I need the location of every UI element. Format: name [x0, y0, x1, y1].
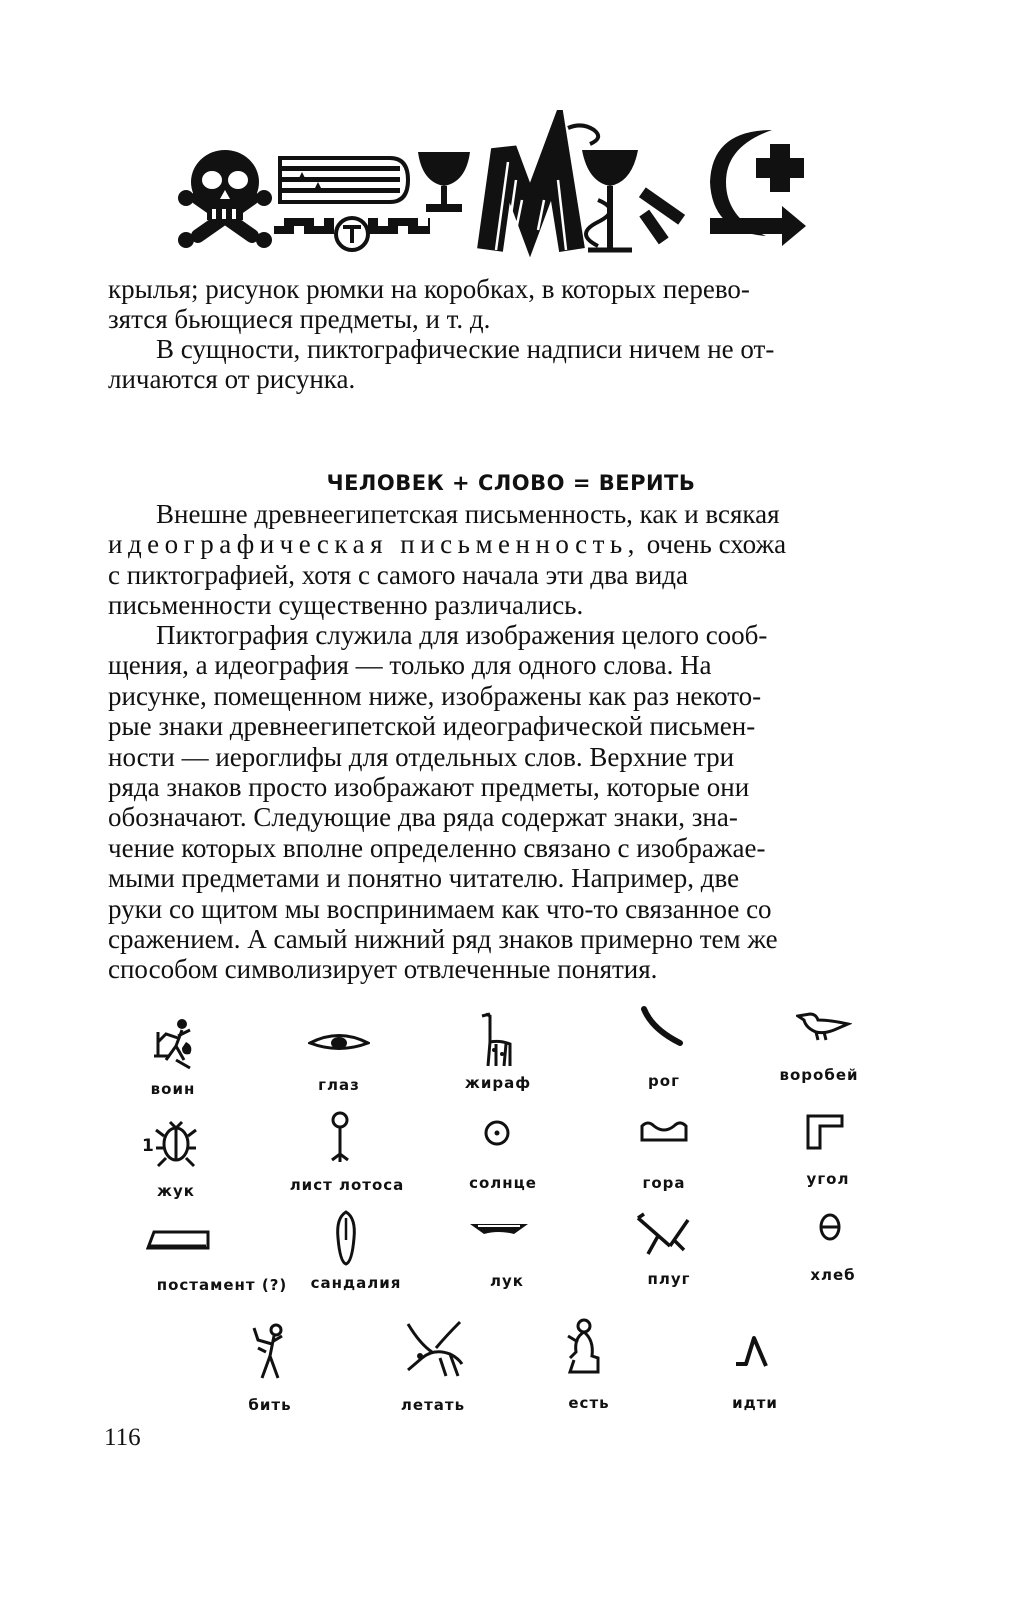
hieroglyph-caption: сандалия — [310, 1274, 402, 1292]
pedestal-glyph-icon — [146, 1228, 210, 1252]
hieroglyph-caption: есть — [568, 1394, 610, 1412]
mountain-glyph-icon — [638, 1118, 690, 1144]
egypt-paragraph — [108, 499, 914, 621]
text-fragment: очень схожа — [639, 529, 787, 560]
eye-glyph-icon — [308, 1030, 370, 1056]
hieroglyph-caption: постамент (?) — [156, 1276, 288, 1294]
beetle-glyph-icon — [154, 1118, 198, 1170]
text-line: зятся бьющиеся предметы, и т. д. — [108, 304, 491, 335]
text-line: мыми предметами и понятно читателю. Например, две — [108, 863, 740, 894]
sandal-glyph-icon — [334, 1208, 358, 1268]
corner-glyph-icon — [804, 1112, 846, 1150]
spaced-emphasis: идеографическая письменность, — [108, 529, 640, 560]
ideography-paragraph — [108, 620, 914, 985]
eat-glyph-icon — [562, 1318, 606, 1376]
text-line: руки со щитом мы воспринимаем как что-то связанное со — [108, 893, 772, 924]
hieroglyph-caption: глаз — [318, 1076, 360, 1094]
sparrow-glyph-icon — [796, 1010, 852, 1044]
bread-glyph-icon — [818, 1212, 842, 1242]
text-line: ности — иероглифы для отдельных слов. Верхние три — [108, 741, 735, 772]
figure-number: 1 — [142, 1136, 155, 1156]
text-line: личаются от рисунка. — [108, 364, 356, 395]
text-line: рисунке, помещенном ниже, изображены как раз некото- — [108, 680, 762, 711]
crescent-cross-arrow-icon — [710, 130, 806, 246]
text-line: сражением. А самый нижний ряд знаков примерно тем же — [108, 924, 778, 955]
text-line: обозначают. Следующие два ряда содержат знаки, зна- — [108, 802, 738, 833]
goblet-icon — [418, 152, 470, 212]
text-line: щения, а идеография — только для одного слова. На — [108, 650, 712, 681]
warrior-glyph-icon — [150, 1016, 198, 1074]
hieroglyph-caption: жук — [157, 1182, 195, 1200]
hieroglyph-caption: гора — [642, 1174, 686, 1192]
hieroglyph-caption: плуг — [647, 1270, 691, 1288]
hieroglyph-caption: воробей — [779, 1066, 859, 1084]
hieroglyph-caption: воин — [150, 1080, 196, 1098]
lotus-leaf-glyph-icon — [326, 1110, 354, 1168]
pictographic-paragraph — [108, 334, 914, 395]
hieroglyph-caption: идти — [732, 1394, 778, 1412]
text-line — [108, 529, 914, 559]
text-line: способом символизирует отвлеченные понятия. — [108, 954, 658, 985]
section-heading: ЧЕЛОВЕК + СЛОВО = ВЕРИТЬ — [326, 471, 696, 495]
hieroglyph-caption: солнце — [469, 1174, 537, 1192]
taxi-sign-icon — [274, 158, 430, 250]
page-number: 116 — [104, 1424, 141, 1451]
text-line: В сущности, пиктографические надписи ничем не от- — [156, 334, 775, 364]
bowl-snake-icon — [568, 125, 685, 250]
strike-glyph-icon — [250, 1322, 288, 1380]
hieroglyph-caption: хлеб — [810, 1266, 856, 1284]
hieroglyph-caption: жираф — [464, 1074, 532, 1092]
plough-glyph-icon — [634, 1210, 692, 1256]
walk-glyph-icon — [732, 1334, 772, 1370]
skull-crossbones-icon — [178, 150, 272, 248]
text-line: с пиктографией, хотя с самого начала эти два вида — [108, 559, 688, 590]
horn-glyph-icon — [640, 1005, 686, 1047]
fly-glyph-icon — [402, 1318, 468, 1380]
hieroglyph-caption: лук — [490, 1272, 524, 1290]
giraffe-glyph-icon — [478, 1010, 518, 1068]
text-line: Пиктография служила для изображения целого сооб- — [156, 620, 768, 650]
text-line: крылья; рисунок рюмки на коробках, в которых перево- — [108, 274, 750, 304]
hieroglyph-caption: угол — [806, 1170, 850, 1188]
hieroglyph-caption: лист лотоса — [289, 1176, 405, 1194]
hieroglyph-caption: бить — [248, 1396, 292, 1414]
sun-glyph-icon — [482, 1118, 512, 1148]
metro-m-icon — [490, 150, 572, 250]
text-line: рые знаки древнеегипетской идеографической письмен- — [108, 711, 756, 742]
text-line: письменности существенно различались. — [108, 590, 584, 621]
continuation-paragraph — [108, 274, 914, 335]
hieroglyph-caption: рог — [648, 1072, 680, 1090]
bow-glyph-icon — [468, 1218, 530, 1240]
text-line: Внешне древнеегипетская письменность, как и всякая — [156, 499, 780, 529]
text-line: ряда знаков просто изображают предметы, которые они — [108, 772, 750, 803]
hieroglyph-caption: летать — [400, 1396, 466, 1414]
pictogram-strip — [170, 110, 820, 270]
text-line: чение которых вполне определенно связано с изображае- — [108, 832, 766, 863]
